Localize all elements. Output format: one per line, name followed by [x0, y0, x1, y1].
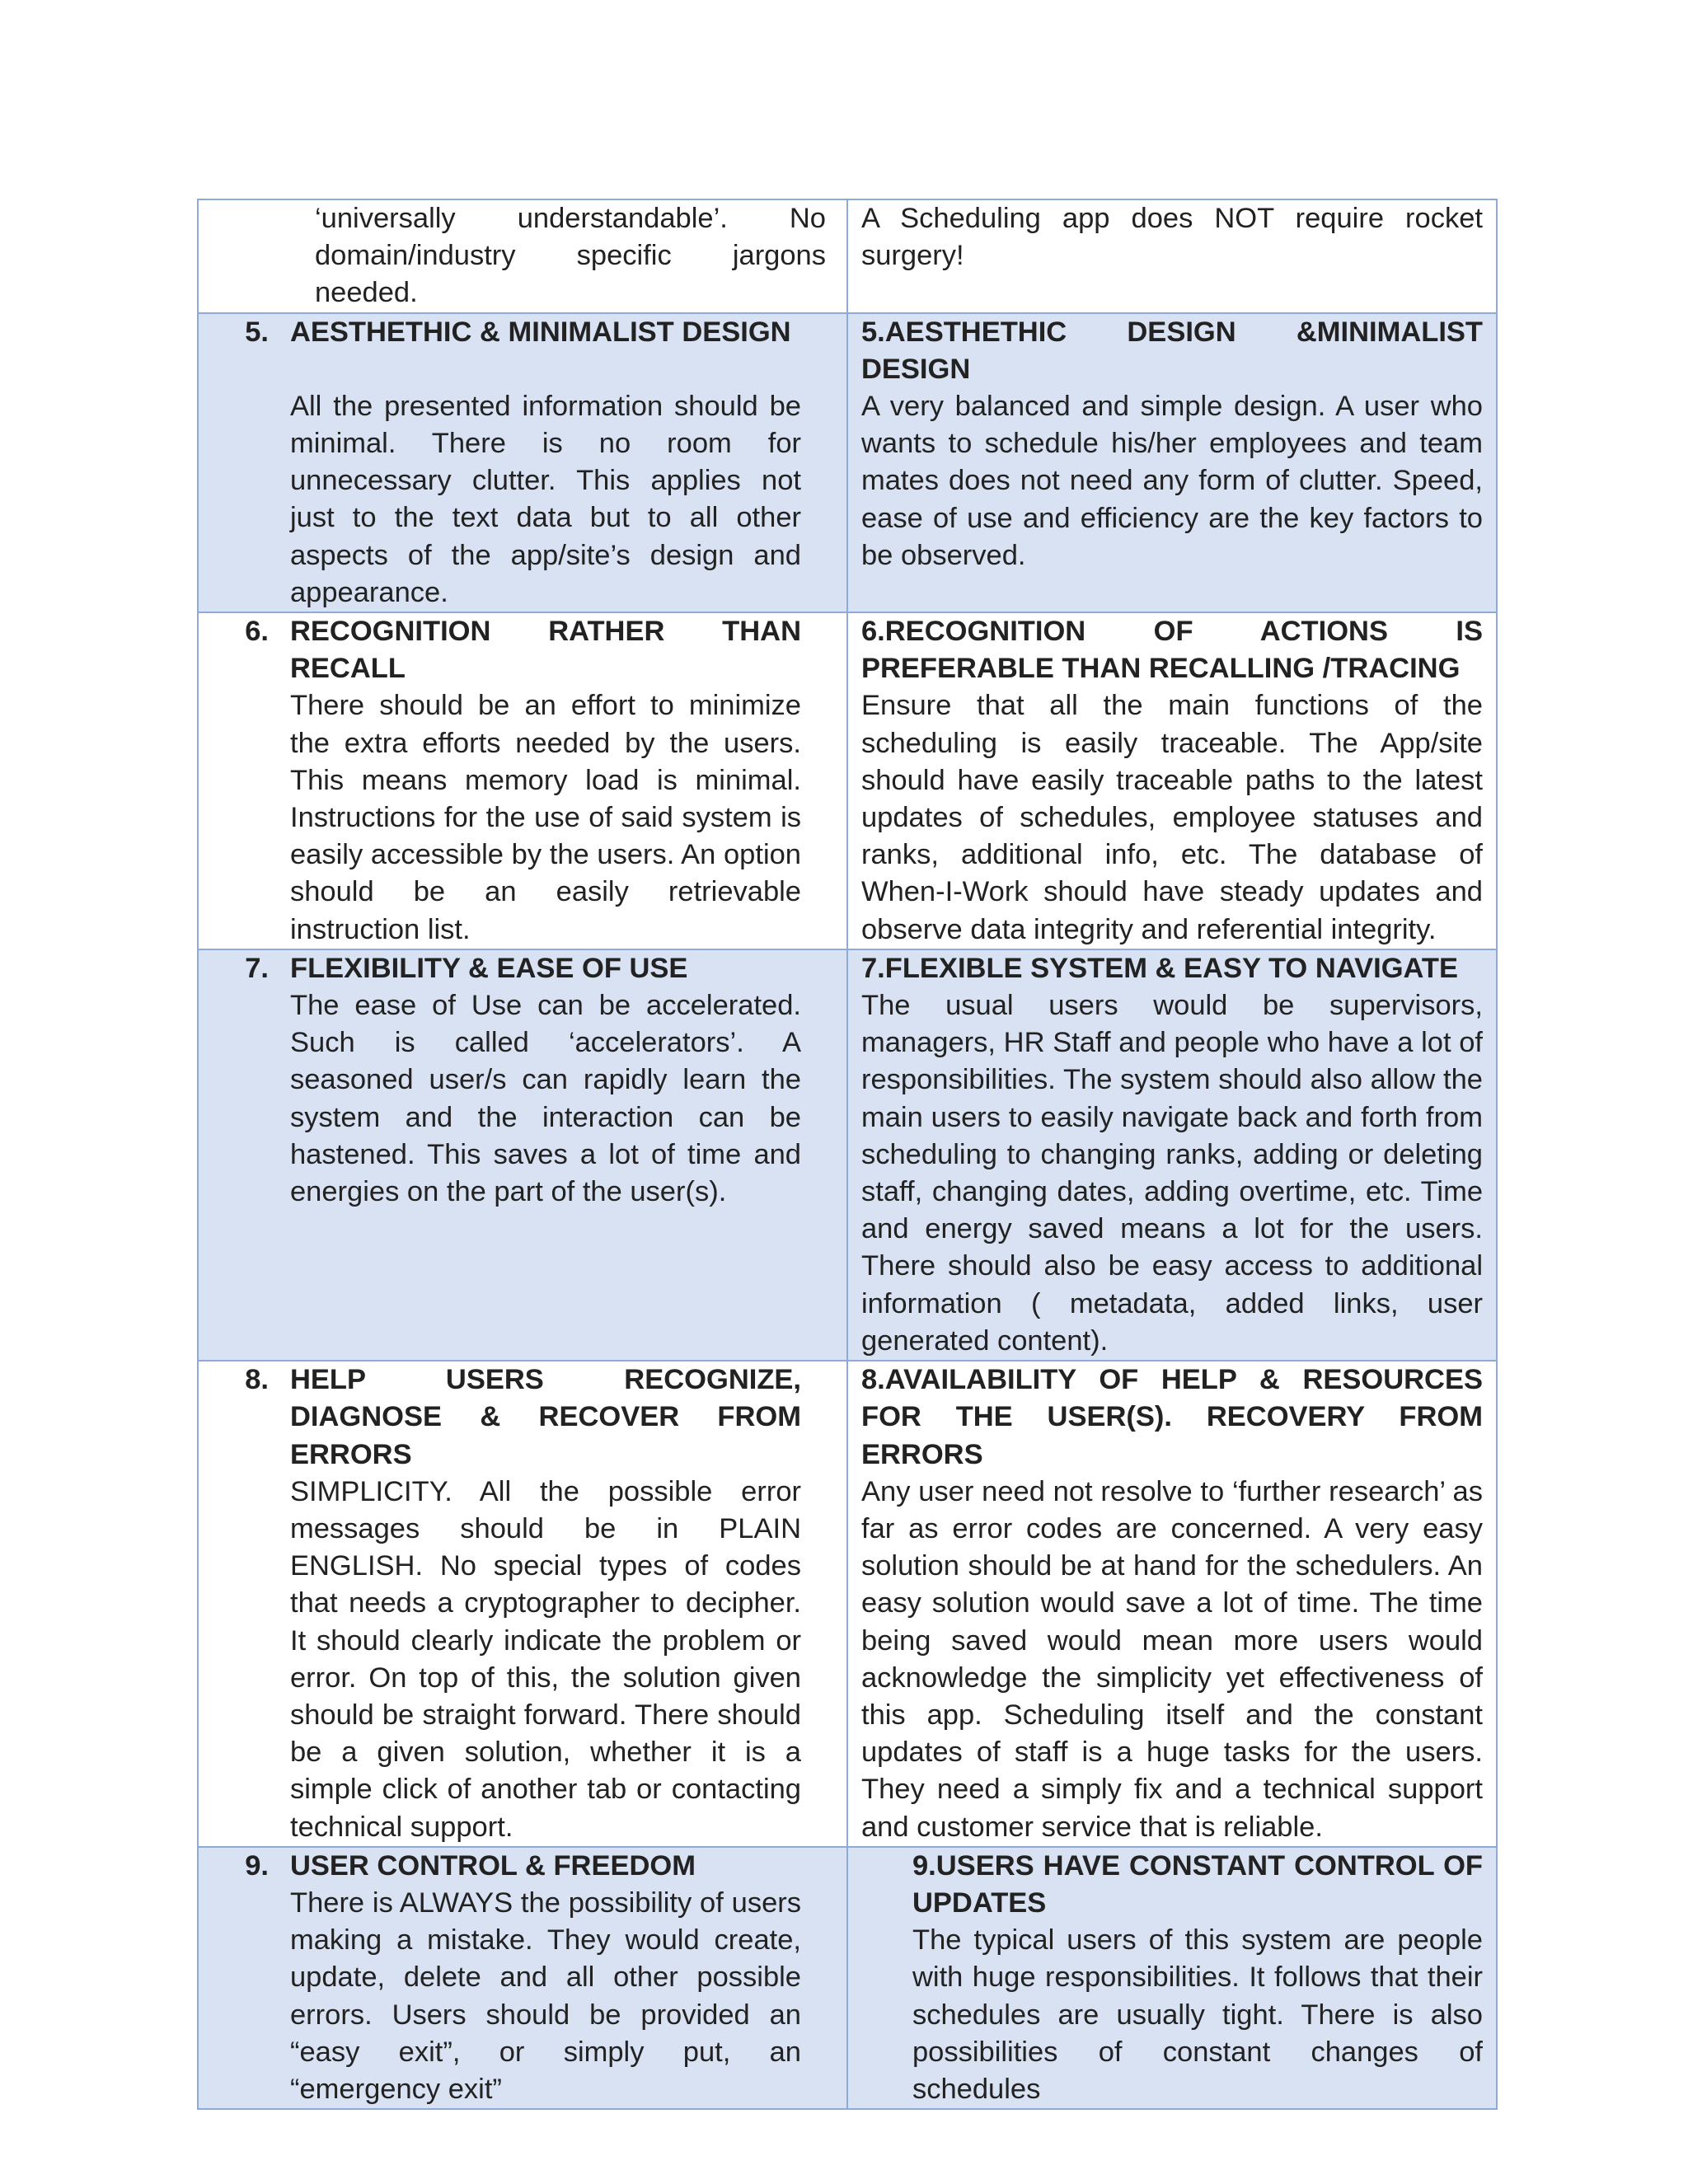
left-cell — [198, 612, 847, 949]
right-cell — [847, 1847, 1497, 2109]
row-number: 8. — [245, 1364, 269, 1396]
left-heading: AESTHETHIC & MINIMALIST DESIGN — [290, 316, 791, 348]
left-cell — [198, 1847, 847, 2109]
left-cell — [198, 1361, 847, 1847]
table-row — [198, 949, 1497, 1361]
right-heading: 6.RECOGNITION OF ACTIONS IS PREFERABLE THAN RECALLING /TRACING — [861, 616, 1483, 685]
left-text: SIMPLICITY. All the possible error messages should be in PLAIN ENGLISH. No special types of codes that needs a cryptographer to decipher. It should clearly indicate the problem or error. On top of this, the solution given should be straight forward. There should be a given solution, whether it is a simple click of another tab or contacting technical support. — [290, 1475, 801, 1843]
right-cell — [847, 612, 1497, 949]
right-cell — [847, 949, 1497, 1361]
right-heading: 7.FLEXIBLE SYSTEM & EASY TO NAVIGATE — [861, 952, 1458, 984]
left-heading: RECOGNITION RATHER THAN RECALL — [290, 616, 801, 685]
right-text: Ensure that all the main functions of the scheduling is easily traceable. The App/site should have easily traceable paths to the latest updates of schedules, employee statuses and ranks, additional info, etc. The database of When-I-Work should have steady updates and observe data integrity and referential integrity. — [861, 690, 1483, 945]
right-text: The typical users of this system are people with huge responsibilities. It follows that their schedules are usually tight. There is also possibilities of constant changes of schedules — [912, 1924, 1483, 2105]
left-text: There should be an effort to minimize the extra efforts needed by the users. This means memory load is minimal. Instructions for the use of said system is easily accessible by the users. An option should be an easily retrievable instruction list. — [290, 690, 801, 945]
table-row — [198, 1361, 1497, 1847]
left-heading: HELP USERS RECOGNIZE, DIAGNOSE & RECOVER FROM ERRORS — [290, 1364, 801, 1470]
row-number: 7. — [245, 952, 269, 984]
heuristics-table — [197, 199, 1498, 2110]
row-number: 5. — [245, 316, 269, 348]
left-cell — [198, 949, 847, 1361]
left-text: There is ALWAYS the possibility of users making a mistake. They would create, update, delete and all other possible errors. Users should be provided an “easy exit”, or simply put, an “emergency exit” — [290, 1886, 801, 2105]
right-cell — [847, 199, 1497, 313]
table-row — [198, 199, 1497, 313]
right-text: A very balanced and simple design. A user who wants to schedule his/her employees and team mates does not need any form of clutter. Speed, ease of use and efficiency are the key factors to be observed. — [861, 391, 1483, 571]
right-heading: 5.AESTHETHIC DESIGN &MINIMALIST DESIGN — [861, 316, 1483, 385]
right-text: Any user need not resolve to ‘further research’ as far as error codes are concerned. A very easy solution should be at hand for the schedulers. An easy solution would save a lot of time. The time being saved would mean more users would acknowledge the simplicity yet effectiveness of this app. Scheduling itself and the constant updates of staff is a huge tasks for the users. They need a simply fix and a technical support and customer service that is reliable. — [861, 1475, 1483, 1843]
row-number: 6. — [245, 616, 269, 648]
left-heading: USER CONTROL & FREEDOM — [290, 1849, 696, 1882]
left-heading: FLEXIBILITY & EASE OF USE — [290, 952, 688, 984]
row-number: 9. — [245, 1849, 269, 1882]
right-text: A Scheduling app does NOT require rocket surgery! — [861, 203, 1483, 272]
table-row — [198, 612, 1497, 949]
right-heading: 9.USERS HAVE CONSTANT CONTROL OF UPDATES — [912, 1849, 1483, 1919]
left-cell — [198, 313, 847, 612]
right-text: The usual users would be supervisors, managers, HR Staff and people who have a lot of responsibilities. The system should also allow the main users to easily navigate back and forth from scheduling to changing ranks, adding or deleting staff, changing dates, adding overtime, etc. Time and energy saved means a lot for the users. There should also be easy access to additional information ( metadata, added links, user generated content). — [861, 990, 1483, 1357]
right-cell — [847, 313, 1497, 612]
table-row — [198, 1847, 1497, 2109]
table-row — [198, 313, 1497, 612]
right-cell — [847, 1361, 1497, 1847]
left-text: The ease of Use can be accelerated. Such is called ‘accelerators’. A seasoned user/s can rapidly learn the system and the interaction can be hastened. This saves a lot of time and energies on the part of the user(s). — [290, 990, 801, 1208]
right-heading: 8.AVAILABILITY OF HELP & RESOURCES FOR THE USER(S). RECOVERY FROM ERRORS — [861, 1364, 1483, 1470]
left-text: All the presented information should be minimal. There is no room for unnecessary clutter. This applies not just to the text data but to all other aspects of the app/site’s design and appearance. — [290, 390, 801, 608]
left-text: ‘universally understandable’. No domain/industry specific jargons needed. — [315, 203, 826, 309]
left-cell — [198, 199, 847, 313]
